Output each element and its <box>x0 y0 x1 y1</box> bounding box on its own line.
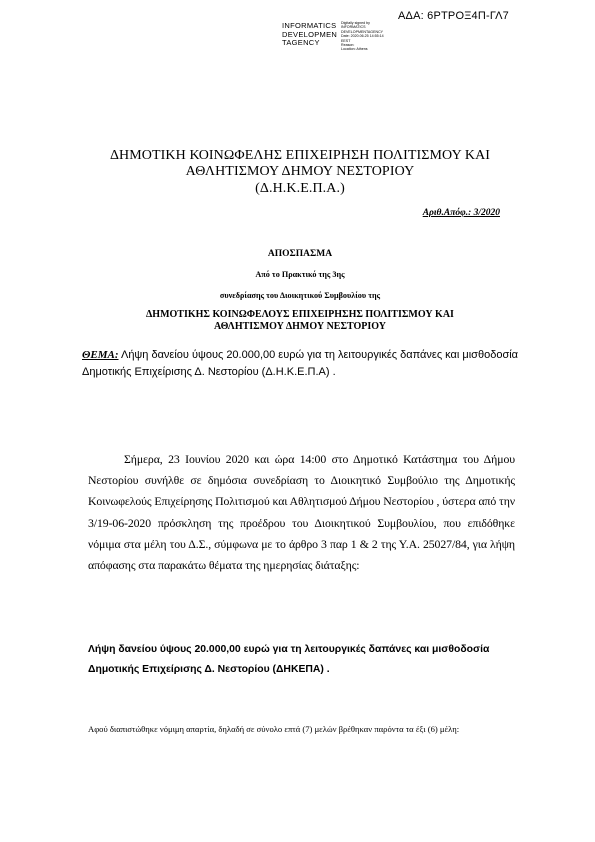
digital-signature-stamp <box>282 20 402 70</box>
subject-text: Λήψη δανείου ύψους 20.000,00 ευρώ για τη λειτουργικές δαπάνες και μισθοδοσία Δημοτικής Επιχείρισης Δ. Νεστορίου (Δ.Η.Κ.Ε.Π.Α) . <box>82 349 519 378</box>
extract-title: ΑΠΟΣΠΑΣΜΑ <box>267 249 333 259</box>
extract-org-line1: ΔΗΜΟΤΙΚΗΣ ΚΟΙΝΩΦΕΛΟΥΣ ΕΠΙΧΕΙΡΗΣΗΣ ΠΟΛΙΤΙΣΜΟΥ ΚΑΙ <box>146 309 454 320</box>
stamp-line: Digitally signed by <box>341 21 370 25</box>
org-header-line1: ΔΗΜΟΤΙΚΗ ΚΟΙΝΩΦΕΛΗΣ ΕΠΙΧΕΙΡΗΣΗ ΠΟΛΙΤΙΣΜΟΥ ΚΑΙ <box>109 148 491 163</box>
subject-paragraph <box>82 347 532 381</box>
agenda-item: Λήψη δανείου ύψους 20.000,00 ευρώ για τη λειτουργικές δαπάνες και μισθοδοσία Δημοτικής Επιχείρισης Δ. Νεστορίου (ΔΗΚΕΠΑ) . <box>88 644 490 675</box>
stamp-agency-name: INFORMATICS DEVELOPMEN TAGENCY <box>282 21 338 47</box>
stamp-signature-details <box>341 21 401 52</box>
org-header-acronym: (Δ.Η.Κ.Ε.Π.Α.) <box>255 181 345 196</box>
stamp-line: Date: 2020.06.25 14:55:14 <box>341 34 384 39</box>
decision-number: Αριθ.Απόφ.: 3/2020 <box>422 208 500 218</box>
stamp-line: DEVELOPMENTAGENCY <box>341 29 384 34</box>
ada-code: ΑΔΑ: 6ΡΤΡΟΞ4Π-ΓΛ7 <box>398 10 509 22</box>
extract-org-line2: ΑΘΛΗΤΙΣΜΟΥ ΔΗΜΟΥ ΝΕΣΤΟΡΙΟΥ <box>213 321 387 332</box>
quorum-paragraph: Αφού διαπιστώθηκε νόμιμη απαρτία, δηλαδή σε σύνολο επτά (7) μελών βρέθηκαν παρόντα τα έξι (6) μέλη: <box>88 724 460 734</box>
stamp-line: Reason: <box>341 43 355 48</box>
org-header-line2: ΑΘΛΗΤΙΣΜΟΥ ΔΗΜΟΥ ΝΕΣΤΟΡΙΟΥ <box>185 164 415 179</box>
stamp-line: Location: Athens <box>341 47 368 52</box>
stamp-line: EEST <box>341 38 351 43</box>
extract-minutes-line: Από το Πρακτικό της 3ης <box>255 270 345 279</box>
subject-label: ΘΕΜΑ: <box>82 349 119 361</box>
stamp-line: INFORMATICS <box>341 25 366 30</box>
minutes-body-paragraph: Σήμερα, 23 Ιουνίου 2020 και ώρα 14:00 στο Δημοτικό Κατάστημα του Δήμου Νεστορίου συνήλθε σε δημόσια συνεδρίαση το Διοικητικό Συμβούλιο της Δημοτικής Κοινωφελούς Επιχείρησης Πολιτισμού και Αθλητισμού Δήμου Νεστορίου , ύστερα από την 3/19-06-2020 πρόσκληση της προέδρου του Διοικητικού Συμβουλίου, που επιδόθηκε νόμιμα στα μέλη του Δ.Σ., σύμφωνα με το άρθρο 3 παρ 1 & 2 της Υ.Α. 25027/84, για λήψη απόφασης στα παρακάτω θέματα της ημερησίας διάταξης: <box>88 452 515 573</box>
extract-session-line: συνεδρίασης του Διοικητικού Συμβουλίου της <box>219 291 381 300</box>
